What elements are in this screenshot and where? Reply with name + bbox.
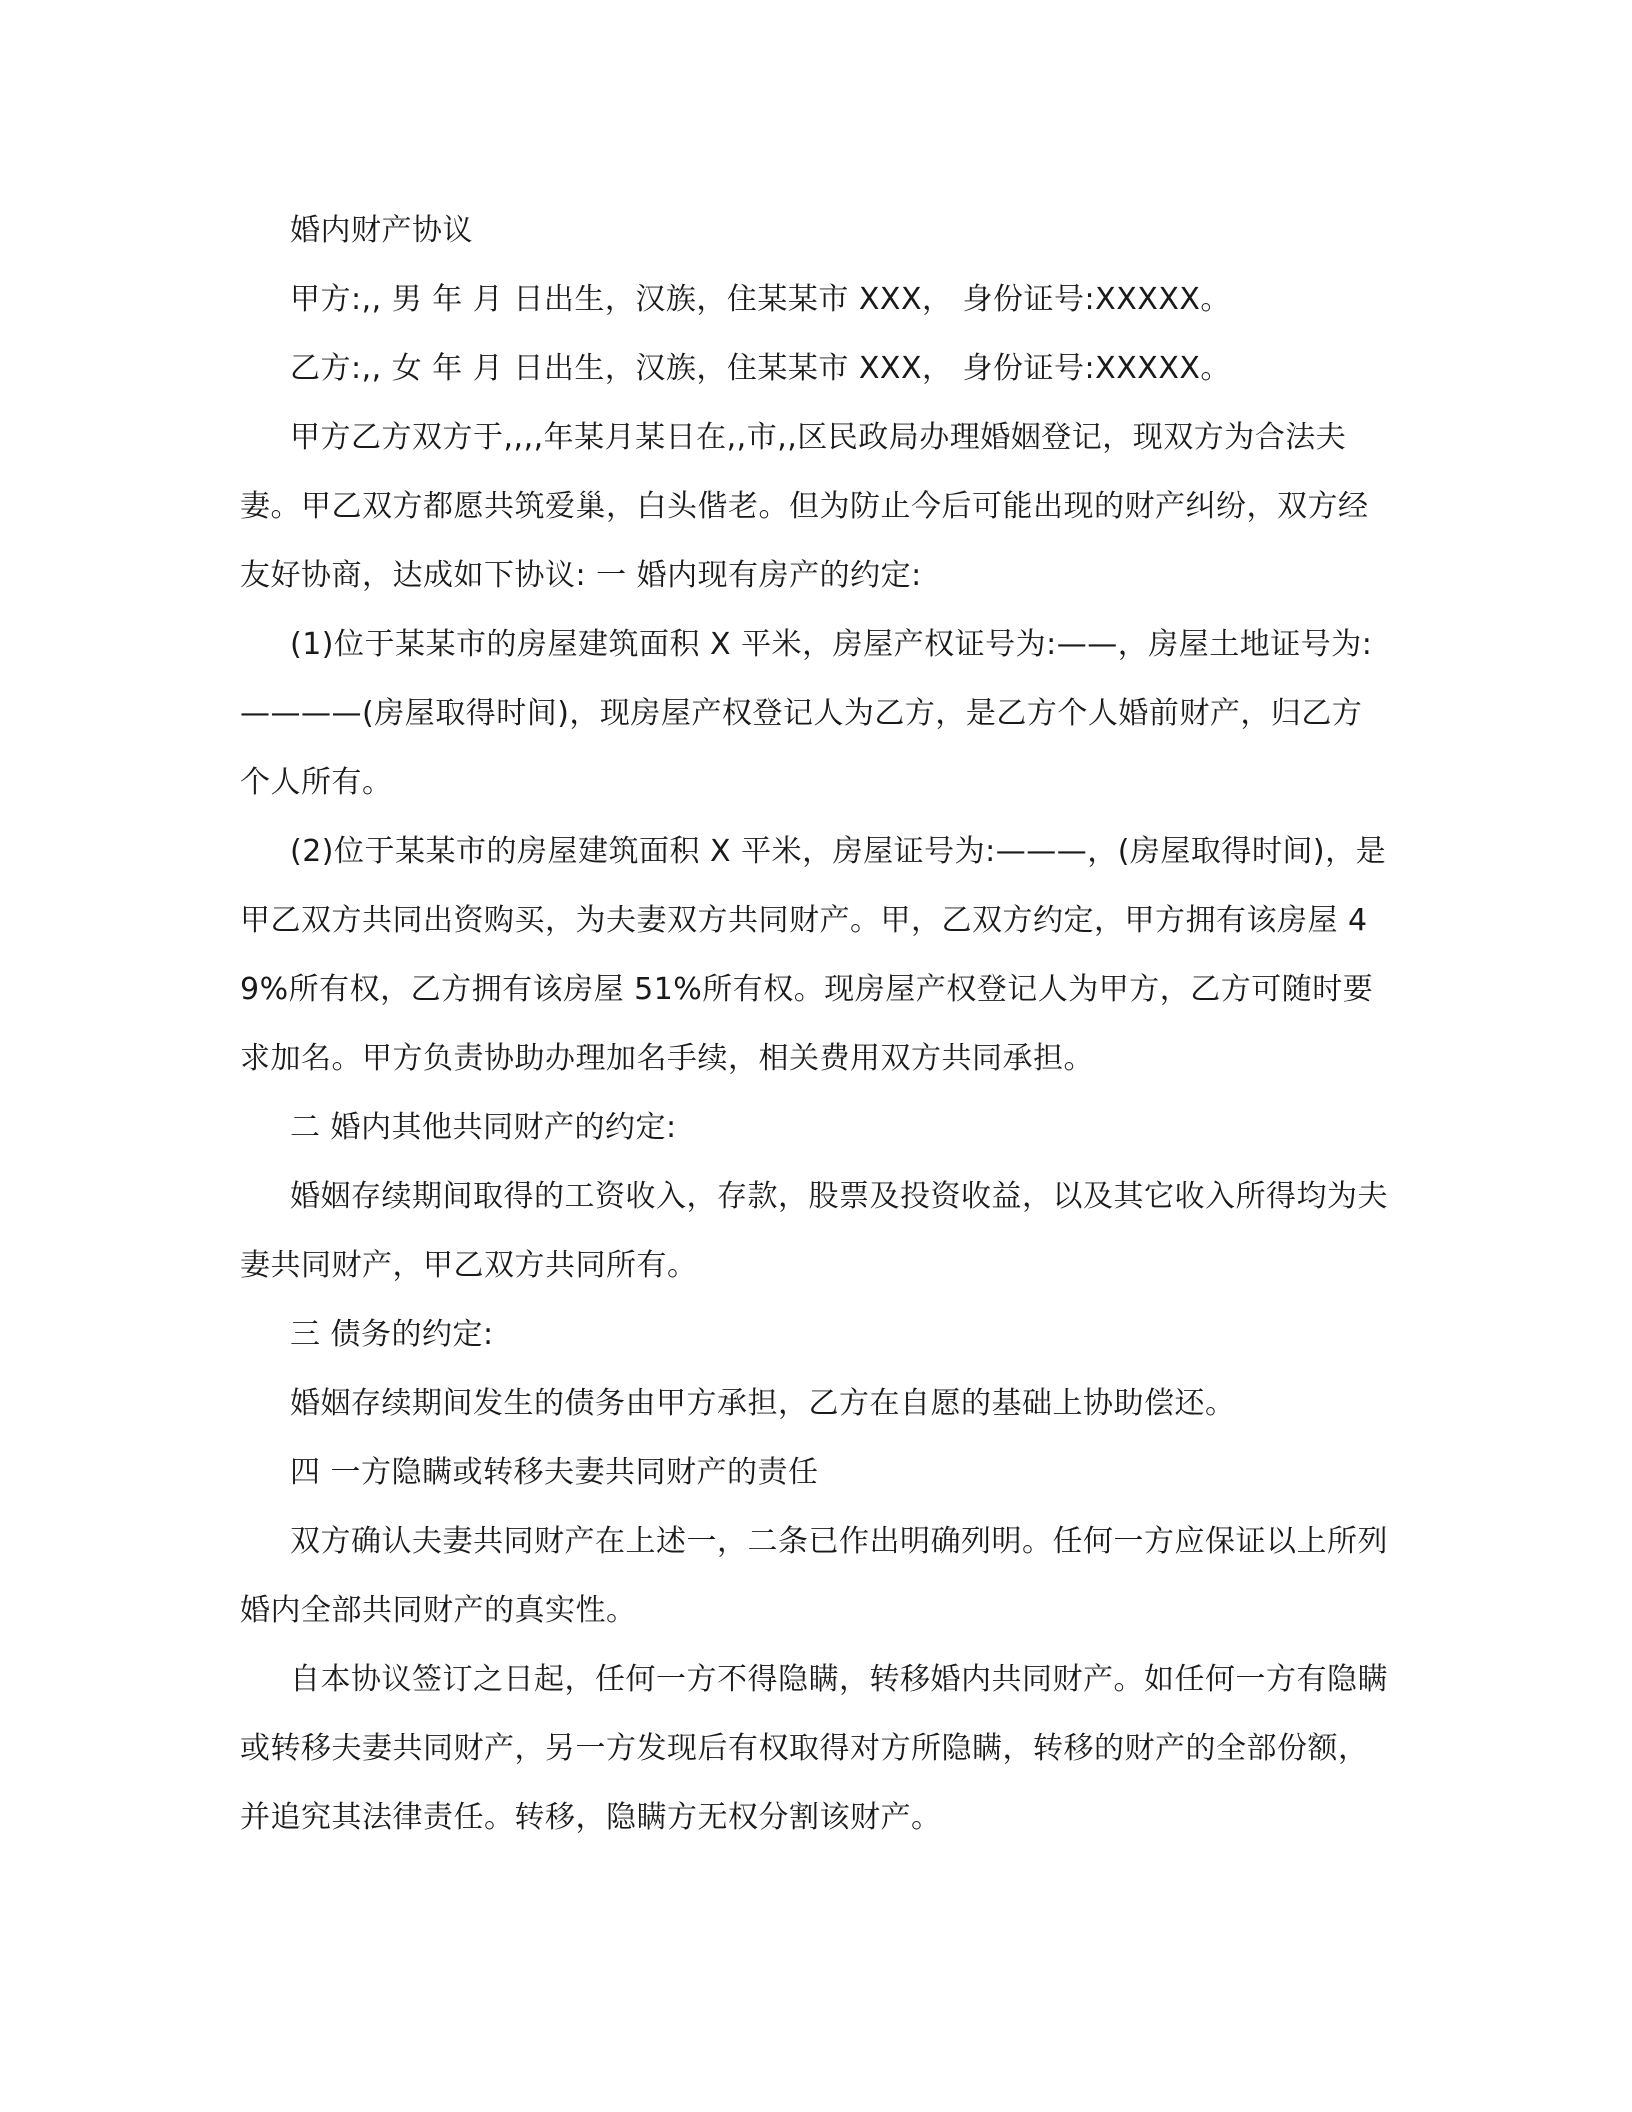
clause-2-heading: 二 婚内其他共同财产的约定: — [290, 1110, 677, 1145]
clause-1-item-1: (1)位于某某市的房屋建筑面积 X 平米，房屋产权证号为:——，房屋土地证号为:————(房屋取得时间)，现房屋产权登记人为乙方，是乙方个人婚前财产，归乙方个人所有。 — [240, 627, 1373, 800]
clause-3-body: 婚姻存续期间发生的债务由甲方承担，乙方在自愿的基础上协助偿还。 — [290, 1386, 1236, 1421]
clause-4-body-2: 自本协议签订之日起，任何一方不得隐瞒，转移婚内共同财产。如任何一方有隐瞒或转移夫妻共同财产，另一方发现后有权取得对方所隐瞒，转移的财产的全部份额，并追究其法律责任。转移，隐瞒方无权分割该财产。 — [240, 1662, 1388, 1835]
clause-3-heading: 三 债务的约定: — [290, 1317, 494, 1352]
clause-1-item-2: (2)位于某某市的房屋建筑面积 X 平米，房屋证号为:———，(房屋取得时间)，是甲乙双方共同出资购买，为夫妻双方共同财产。甲，乙双方约定，甲方拥有该房屋 49%所有权，乙方拥有该房屋 51%所有权。现房屋产权登记人为甲方，乙方可随时要求加名。甲方负责协助办理加名手续，相关费用双方共同承担。 — [240, 834, 1387, 1076]
clause-2-body: 婚姻存续期间取得的工资收入，存款，股票及投资收益，以及其它收入所得均为夫妻共同财产，甲乙双方共同所有。 — [240, 1179, 1388, 1283]
party-a-line: 甲方:,, 男 年 月 日出生，汉族，住某某市 XXX， 身份证号:XXXXX。 — [290, 282, 1231, 317]
document-body — [240, 196, 1392, 1852]
party-b-line: 乙方:,, 女 年 月 日出生，汉族，住某某市 XXX， 身份证号:XXXXX。 — [290, 351, 1231, 386]
clause-4-body-1: 双方确认夫妻共同财产在上述一，二条已作出明确列明。任何一方应保证以上所列婚内全部共同财产的真实性。 — [240, 1524, 1388, 1628]
clause-4-heading: 四 一方隐瞒或转移夫妻共同财产的责任 — [290, 1455, 819, 1490]
document-title: 婚内财产协议 — [290, 213, 473, 248]
preamble-paragraph: 甲方乙方双方于,,,,年某月某日在,,市,,区民政局办理婚姻登记，现双方为合法夫妻。甲乙双方都愿共筑爱巢，白头偕老。但为防止今后可能出现的财产纠纷，双方经友好协商，达成如下协议: 一 婚内现有房产的约定: — [240, 420, 1369, 593]
